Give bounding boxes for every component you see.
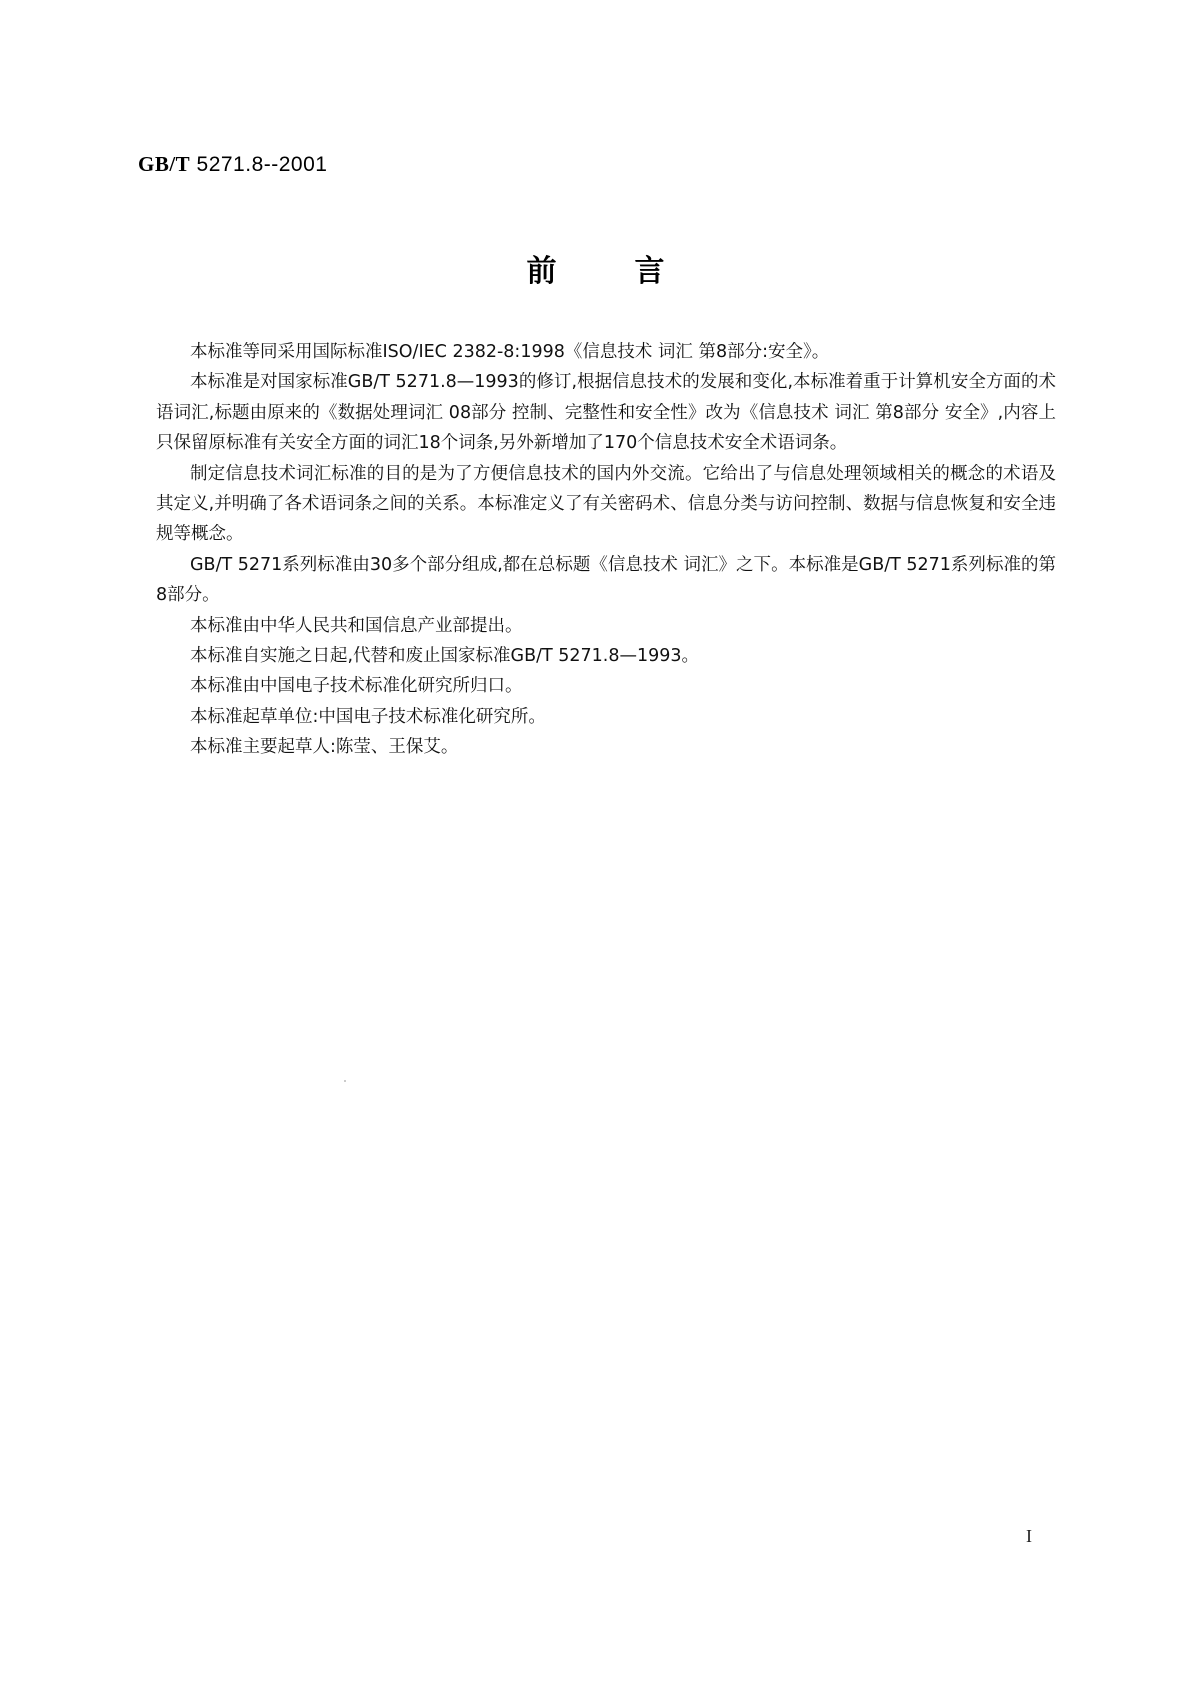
standard-code-header [138,152,327,177]
paragraph-drafting-unit: 本标准起草单位:中国电子技术标准化研究所。 [190,706,546,727]
scan-speck [344,1080,346,1082]
paragraph-adoption: 本标准等同采用国际标准ISO/IEC 2382-8:1998《信息技术 词汇 第8部分:安全》。 [190,342,830,362]
page-number: I [1026,1526,1032,1546]
paragraph-replacement: 本标准自实施之日起,代替和废止国家标准GB/T 5271.8—1993。 [190,646,700,667]
standard-code-prefix: GB/T [138,152,191,176]
paragraph-purpose: 制定信息技术词汇标准的目的是为了方便信息技术的国内外交流。它给出了与信息处理领域相关的概念的术语及其定义,并明确了各术语词条之间的关系。本标准定义了有关密码术、信息分类与访问控制、数据与信息恢复和安全违规等概念。 [156,463,1056,545]
paragraph-proposer: 本标准由中华人民共和国信息产业部提出。 [190,615,523,636]
paragraph-series: GB/T 5271系列标准由30多个部分组成,都在总标题《信息技术 词汇》之下。本标准是GB/T 5271系列标准的第8部分。 [156,554,1056,606]
paragraph-drafters: 本标准主要起草人:陈莹、王保艾。 [190,737,459,758]
paragraph-revision: 本标准是对国家标准GB/T 5271.8—1993的修订,根据信息技术的发展和变化,本标准着重于计算机安全方面的术语词汇,标题由原来的《数据处理词汇 08部分 控制、完整性和安全性》改为《信息技术 词汇 第8部分 安全》,内容上只保留原标准有关安全方面的词汇18个词条,另外新增加了170个信息技术安全术语词条。 [156,372,1056,454]
foreword-body [156,337,1056,763]
paragraph-centralized: 本标准由中国电子技术标准化研究所归口。 [190,676,523,697]
standard-code-number: 5271.8--2001 [190,153,328,176]
page-title: 前言 [526,254,743,289]
